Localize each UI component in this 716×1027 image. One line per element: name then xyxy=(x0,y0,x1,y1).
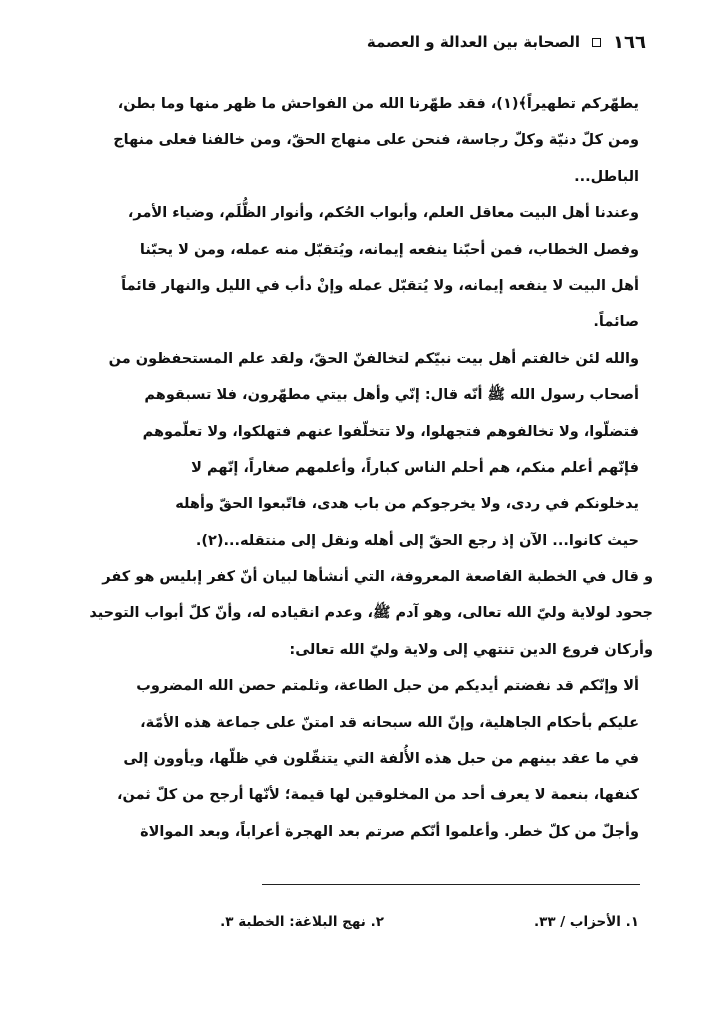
text-line: والله لئن خالفتم أهل بيت نبيّكم لتخالفنّ الحقّ، ولقد علم المستحفظون من xyxy=(108,350,639,367)
text-line: يطهّركم تطهيراً﴾(١)، فقد طهّرنا الله من الفواحش ما ظهر منها وما بطن، xyxy=(117,96,639,112)
text-line: أهل البيت لا ينفعه إيمانه، ولا يُتقبّل عمله وإنْ دأب في الليل والنهار قائماً xyxy=(121,277,639,294)
running-title: الصحابة بين العدالة و العصمة xyxy=(366,33,581,51)
footnote-divider xyxy=(262,884,640,885)
footnote-1: ١. الأحزاب / ٣٣. xyxy=(533,914,639,930)
text-line: وأجلّ من كلّ خطر. وأعلموا أنّكم صرتم بعد الهجرة أعراباً، وبعد الموالاة xyxy=(140,823,639,840)
text-line: أصحاب رسول الله ﷺ أنّه قال: إنّي وأهل بيتي مطهّرون، فلا تسبقوهم xyxy=(144,387,639,404)
text-line: الباطل... xyxy=(574,168,639,185)
text-line: ألا وإنّكم قد نفضتم أيديكم من حبل الطاعة، وثلمتم حصن الله المضروب xyxy=(136,678,639,695)
square-separator-icon xyxy=(592,38,601,47)
text-line: صائماً. xyxy=(593,314,639,331)
text-line: فتضلّوا، ولا تخالفوهم فتجهلوا، ولا تتخلّفوا عنهم فتهلكوا، ولا تعلّموهم xyxy=(142,423,639,440)
text-line: في ما عقد بينهم من حبل هذه الأُلفة التي يتنقّلون في ظلّها، ويأوون إلى xyxy=(123,751,639,768)
main-text xyxy=(76,86,653,850)
footnotes xyxy=(76,914,639,930)
text-line: وأركان فروع الدين تنتهي إلى ولاية وليّ الله تعالى: xyxy=(289,641,653,658)
text-line: فإنّهم أعلم منكم، هم أحلم الناس كباراً، وأعلمهم صغاراً، إنّهم لا xyxy=(191,459,639,476)
text-line: ومن كلّ دنيّة وكلّ رجاسة، فنحن على منهاج الحقّ، ومن خالفنا فعلى منهاج xyxy=(113,132,639,149)
page-header xyxy=(66,30,646,54)
text-line: حيث كانوا... الآن إذ رجع الحقّ إلى أهله ونقل إلى منتقله...(٢). xyxy=(195,532,639,549)
text-line: وعندنا أهل البيت معاقل العلم، وأبواب الحُكم، وأنوار الظُّلَم، وضياء الأمر، xyxy=(127,205,639,222)
text-line: و قال في الخطبة القاصعة المعروفة، التي أنشأها لبيان أنّ كفر إبليس هو كفر xyxy=(102,569,653,586)
text-line: كنفها، بنعمة لا يعرف أحد من المخلوقين لها قيمة؛ لأنّها أرجح من كلّ ثمن، xyxy=(117,787,639,804)
text-line: وفصل الخطاب، فمن أحبّنا ينفعه إيمانه، ويُتقبّل منه عمله، ومن لا يحبّنا xyxy=(139,241,639,258)
text-line: عليكم بأحكام الجاهلية، وإنّ الله سبحانه قد امتنّ على جماعة هذه الأمّة، xyxy=(140,714,639,731)
page-number: ١٦٦ xyxy=(613,31,646,53)
text-line: يدخلونكم في ردى، ولا يخرجوكم من باب هدى، فاتّبعوا الحقّ وأهله xyxy=(175,496,639,513)
footnote-2: ٢. نهج البلاغة: الخطبة ٣. xyxy=(220,914,384,930)
text-line: جحود لولاية وليّ الله تعالى، وهو آدم ﷺ، وعدم انقياده له، وأنّ كلّ أبواب التوحيد xyxy=(89,605,653,622)
